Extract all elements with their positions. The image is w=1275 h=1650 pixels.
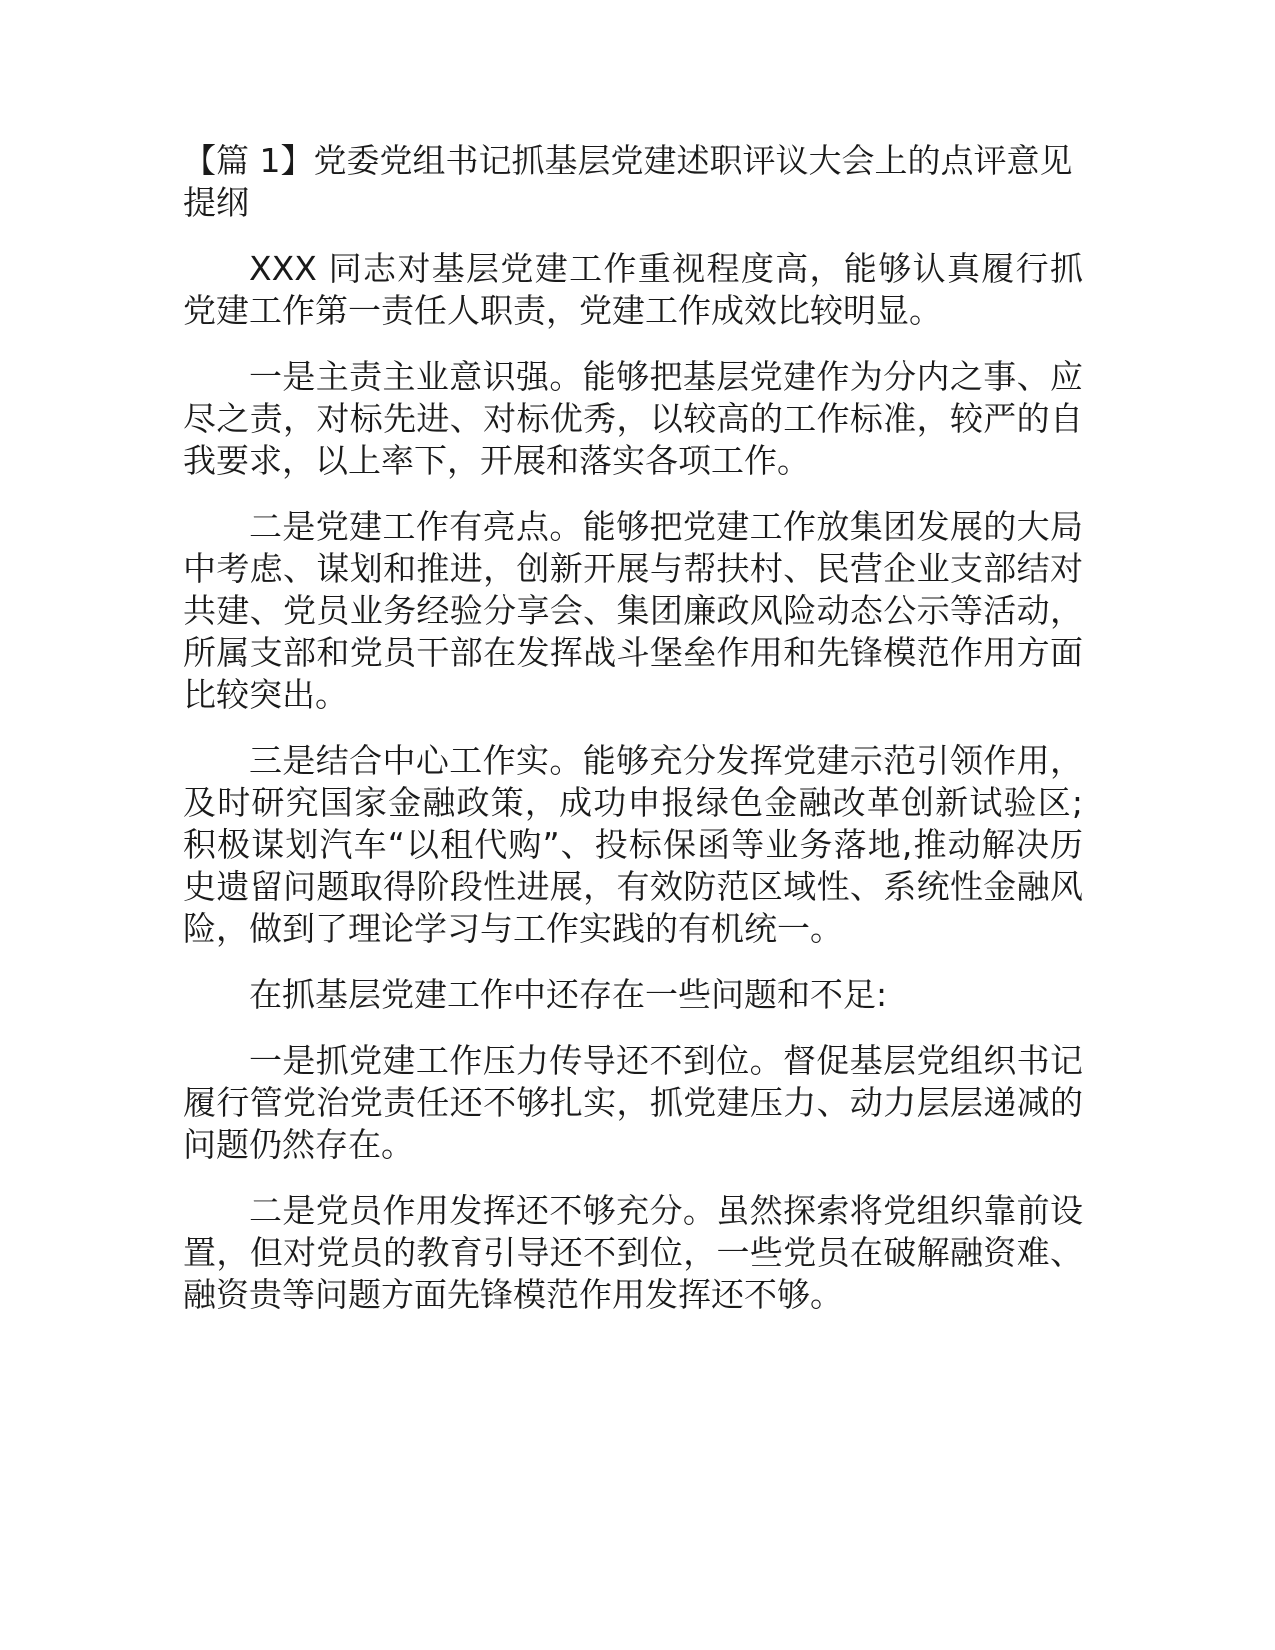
paragraph-problem-2: 二是党员作用发挥还不够充分。虽然探索将党组织靠前设置，但对党员的教育引导还不到位，一些党员在破解融资难、融资贵等问题方面先锋模范作用发挥还不够。 — [183, 1191, 1083, 1314]
document-title: 【篇 1】党委党组书记抓基层党建述职评议大会上的点评意见提纲 — [183, 141, 1073, 222]
paragraph-strength-2: 二是党建工作有亮点。能够把党建工作放集团发展的大局中考虑、谋划和推进，创新开展与帮扶村、民营企业支部结对共建、党员业务经验分享会、集团廉政风险动态公示等活动，所属支部和党员干部在发挥战斗堡垒作用和先锋模范作用方面比较突出。 — [183, 507, 1083, 714]
paragraph-problem-1: 一是抓党建工作压力传导还不到位。督促基层党组织书记履行管党治党责任还不够扎实，抓党建压力、动力层层递减的问题仍然存在。 — [183, 1041, 1083, 1164]
paragraph-intro: XXX 同志对基层党建工作重视程度高，能够认真履行抓党建工作第一责任人职责，党建工作成效比较明显。 — [183, 249, 1083, 330]
paragraph-problems-intro: 在抓基层党建工作中还存在一些问题和不足: — [249, 975, 888, 1014]
paragraph-strength-1: 一是主责主业意识强。能够把基层党建作为分内之事、应尽之责，对标先进、对标优秀，以较高的工作标准，较严的自我要求，以上率下，开展和落实各项工作。 — [183, 357, 1083, 480]
paragraph-strength-3: 三是结合中心工作实。能够充分发挥党建示范引领作用，及时研究国家金融政策，成功申报绿色金融改革创新试验区;积极谋划汽车“以租代购”、投标保函等业务落地,推动解决历史遗留问题取得阶段性进展，有效防范区域性、系统性金融风险，做到了理论学习与工作实践的有机统一。 — [183, 741, 1083, 948]
document-body — [183, 140, 1083, 1340]
